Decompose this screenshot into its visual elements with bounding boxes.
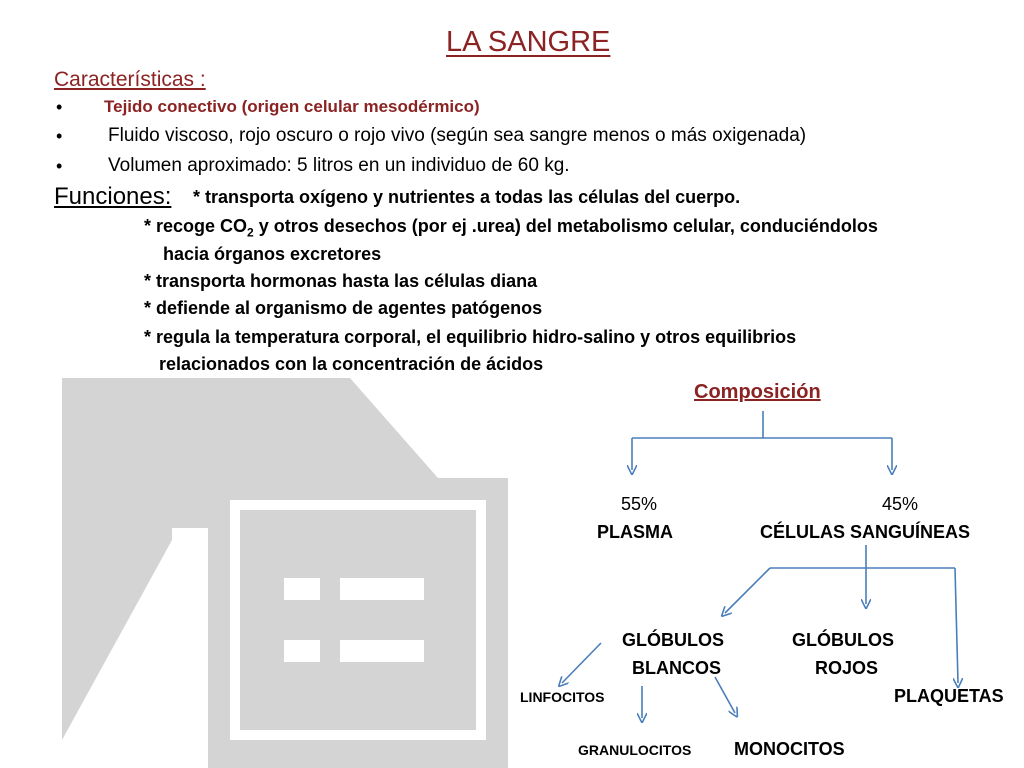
funcion-item: * regula la temperatura corporal, el equilibrio hidro-salino y otros equilibrios — [144, 327, 797, 347]
funcion-item-cont: hacia órganos excretores — [163, 244, 382, 264]
page-title: LA SANGRE — [446, 26, 611, 58]
funcion-item: * transporta hormonas hasta las células diana — [144, 271, 538, 291]
globulos-blancos-label: GLÓBULOS — [622, 630, 724, 650]
arrow-to-plaquetas — [955, 568, 958, 683]
caracteristicas-heading: Características : — [54, 68, 206, 91]
globulos-rojos-label: ROJOS — [815, 658, 879, 678]
plaquetas-label: PLAQUETAS — [894, 686, 1004, 706]
funcion-item-cont: relacionados con la concentración de ácidos — [159, 354, 544, 374]
funcion-item — [144, 216, 878, 240]
composicion-heading: Composición — [694, 381, 821, 403]
funciones-heading: Funciones: — [54, 183, 172, 210]
bullet-icon: • — [56, 97, 63, 117]
bullet-icon: • — [56, 126, 63, 146]
caracteristica-item: Fluido viscoso, rojo oscuro o rojo vivo (según sea sangre menos o más oxigenada) — [108, 125, 807, 146]
plasma-label: PLASMA — [597, 522, 673, 542]
globulos-blancos-label: BLANCOS — [632, 658, 721, 678]
funcion-text: y otros desechos (por ej .urea) del metabolismo celular, conduciéndolos — [253, 216, 878, 236]
plasma-percent: 55% — [621, 494, 658, 514]
celulas-label: CÉLULAS SANGUÍNEAS — [760, 522, 971, 542]
funcion-item: * transporta oxígeno y nutrientes a todas las células del cuerpo. — [193, 187, 741, 207]
caracteristica-item: Tejido conectivo (origen celular mesodérmico) — [104, 97, 480, 116]
co2-subscript: 2 — [247, 225, 254, 240]
granulocitos-label: GRANULOCITOS — [578, 742, 692, 758]
globulos-rojos-label: GLÓBULOS — [792, 630, 894, 650]
arrow-to-monocitos — [715, 677, 735, 713]
arrow-to-linfocitos — [562, 643, 601, 683]
celulas-percent: 45% — [882, 494, 919, 514]
monocitos-label: MONOCITOS — [734, 739, 845, 759]
funcion-item: * defiende al organismo de agentes patógenos — [144, 298, 543, 318]
caracteristica-item: Volumen aproximado: 5 litros en un individuo de 60 kg. — [108, 155, 570, 176]
bullet-icon: • — [56, 156, 63, 176]
linfocitos-label: LINFOCITOS — [520, 689, 605, 705]
funcion-text: * recoge CO — [144, 216, 248, 236]
arrow-to-globulos-blancos — [725, 568, 770, 613]
